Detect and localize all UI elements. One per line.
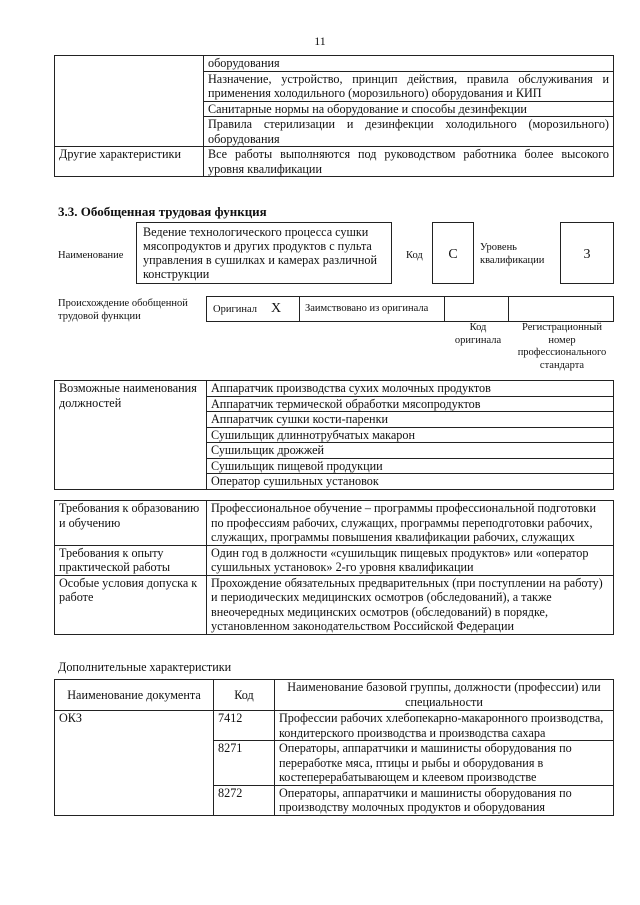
table-row (55, 147, 614, 177)
skills-continuation-table (54, 55, 614, 177)
requirement-value: Один год в должности «сушильщик пищевых продуктов» или «оператор сушильных установок» 2-го уровня квалификации (207, 545, 614, 575)
original-label: Оригинал (213, 304, 257, 315)
header-name: Наименование базовой группы, должности (профессии) или специальности (275, 680, 614, 711)
function-name: Ведение технологического процесса сушки мясопродуктов и других продуктов с пульта управления в сушилках и камерах различной конструкции (143, 225, 377, 281)
table-cell: Все работы выполняются под руководством работника более высокого уровня квалификации (204, 147, 614, 177)
table-header-row (55, 680, 614, 711)
additional-title: Дополнительные характеристики (58, 660, 232, 674)
name-cell: Операторы, аппаратчики и машинисты оборудования по производству молочных продуктов и оборудования (275, 785, 614, 815)
position-item: Аппаратчик производства сухих молочных продуктов (207, 381, 614, 397)
table-cell: Назначение, устройство, принцип действия, правила обслуживания и применения холодильного (морозильного) оборудования и КИП (204, 71, 614, 101)
page-number: 11 (314, 34, 326, 48)
table-row (55, 575, 614, 634)
requirement-label: Требования к опыту практической работы (55, 545, 207, 575)
requirement-label: Особые условия допуска к работе (55, 575, 207, 634)
requirement-value: Прохождение обязательных предварительных (при поступлении на работу) и периодических медицинских осмотров (обследований), а также внеочередных медицинских осмотров (обследований) в порядке, установленном законодательством Российской Федерации (207, 575, 614, 634)
header-code: Код (214, 680, 275, 711)
name-label: Наименование (58, 250, 124, 261)
table-row (55, 381, 614, 397)
table-row (55, 711, 614, 741)
origin-label: Происхождение обобщенной трудовой функции (58, 298, 188, 322)
function-name-box (136, 222, 392, 284)
origin-box (206, 296, 614, 322)
position-item: Аппаратчик сушки кости-паренки (207, 412, 614, 428)
position-item: Сушильщик длиннотрубчатых макарон (207, 427, 614, 443)
name-cell: Профессии рабочих хлебопекарно-макаронного производства, кондитерского производства и производства сахара (275, 711, 614, 741)
origin-code-cell (444, 297, 509, 321)
additional-table (54, 679, 614, 816)
original-mark: X (271, 301, 282, 316)
doc-cell: ОКЗ (55, 711, 214, 816)
position-item: Сушильщик пищевой продукции (207, 458, 614, 474)
header-doc: Наименование документа (55, 680, 214, 711)
table-cell: Другие характеристики (55, 147, 204, 177)
section-title: 3.3. Обобщенная трудовая функция (58, 204, 267, 219)
code-box (432, 222, 474, 284)
origin-reg-cell (508, 297, 613, 321)
requirement-label: Требования к образованию и обучению (55, 501, 207, 546)
reg-caption: Регистрационный номер профессионального стандарта (517, 322, 607, 371)
position-item: Сушильщик дрожжей (207, 443, 614, 459)
table-cell: Санитарные нормы на оборудование и способы дезинфекции (204, 101, 614, 117)
code-cell: 8272 (214, 785, 275, 815)
table-row (55, 501, 614, 546)
level-label: Уровень квалификации (480, 242, 545, 266)
code-caption: Код оригинала (454, 322, 502, 346)
code-cell: 8271 (214, 741, 275, 786)
table-cell: оборудования (204, 56, 614, 72)
table-cell: Правила стерилизации и дезинфекции холодильного (морозильного) оборудования (204, 117, 614, 147)
requirement-value: Профессиональное обучение – программы профессиональной подготовки по профессиям рабочих, служащих, программы переподготовки рабочих, служащих, программы повышения квалификации рабочих, служащих (207, 501, 614, 546)
code-cell: 7412 (214, 711, 275, 741)
table-row (55, 545, 614, 575)
original-cell (207, 297, 300, 321)
requirements-table (54, 500, 614, 635)
position-item: Аппаратчик термической обработки мясопродуктов (207, 396, 614, 412)
level-value: 3 (583, 247, 591, 262)
table-cell (55, 56, 204, 147)
borrowed-cell (299, 297, 445, 321)
positions-label: Возможные наименования должностей (55, 381, 207, 490)
name-cell: Операторы, аппаратчики и машинисты оборудования по переработке мяса, птицы и рыбы и оборудования в костеперерабатывающем и клеевом производстве (275, 741, 614, 786)
code-label: Код (406, 250, 423, 261)
positions-table (54, 380, 614, 490)
table-row (55, 56, 614, 72)
position-item: Оператор сушильных установок (207, 474, 614, 490)
code-value: C (448, 247, 458, 262)
borrowed-label: Заимствовано из оригинала (305, 303, 429, 314)
level-box (560, 222, 614, 284)
